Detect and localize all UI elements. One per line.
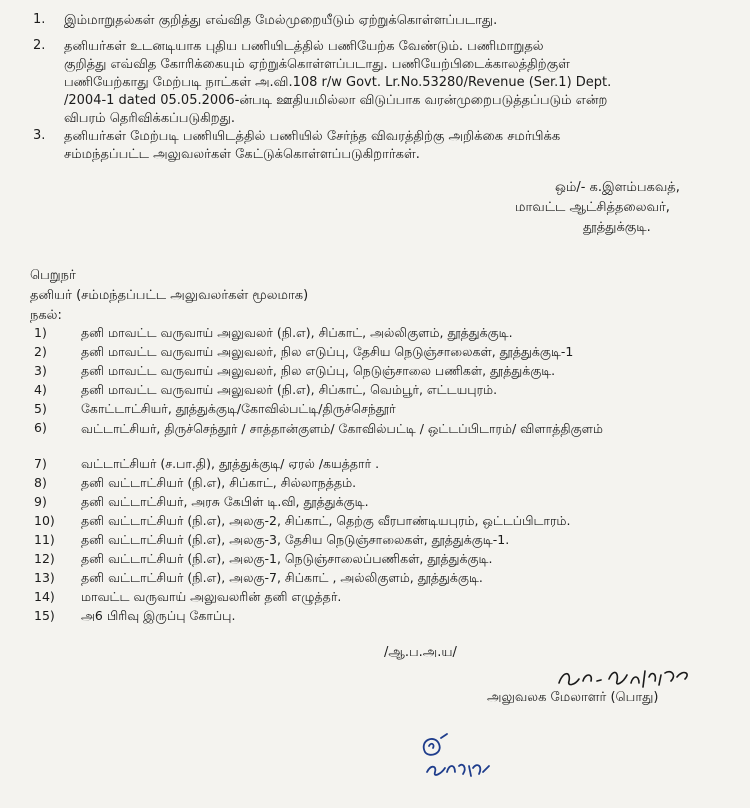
copy-item bbox=[30, 401, 730, 420]
copy-text: தனி மாவட்ட வருவாய் அலுவலர், நில எடுப்பு, தேசிய நெடுஞ்சாலைகள், தூத்துக்குடி-1 bbox=[81, 344, 574, 359]
copy-item bbox=[30, 532, 730, 551]
copy-text: அ6 பிரிவு இருப்பு கோப்பு. bbox=[81, 608, 236, 623]
copy-number: 11) bbox=[34, 532, 55, 547]
copy-item bbox=[30, 420, 730, 456]
recipient-text: தனியர் (சம்மந்தப்பட்ட அலுவலர்கள் மூலமாக) bbox=[30, 288, 309, 303]
copy-number: 1) bbox=[34, 325, 47, 340]
copy-item bbox=[30, 551, 730, 570]
copy-text: தனி மாவட்ட வருவாய் அலுவலர், நில எடுப்பு, நெடுஞ்சாலை பணிகள், தூத்துக்குடி. bbox=[81, 363, 556, 378]
copy-number: 15) bbox=[34, 608, 55, 623]
order-line: குறித்து எவ்வித கோரிக்கையும் ஏற்றுக்கொள்ளப்படாது. பணியேற்பிடைக்காலத்திற்குள் bbox=[64, 57, 570, 72]
copy-item bbox=[30, 513, 730, 532]
office-manager-designation: அலுவலக மேலாளர் (பொது) bbox=[487, 690, 659, 705]
copy-number: 4) bbox=[34, 382, 47, 397]
reference-code: /ஆ.ப.அ.ய/ bbox=[384, 645, 457, 660]
order-line: /2004-1 dated 05.05.2006-ன்படி ஊதியமில்லா விடுப்பாக வரன்முறைபடுத்தப்படும் என்ற bbox=[64, 93, 608, 108]
copy-number: 7) bbox=[34, 456, 47, 471]
copy-item bbox=[30, 589, 730, 608]
copy-list bbox=[30, 325, 730, 627]
order-line: விபரம் தெரிவிக்கப்படுகிறது. bbox=[64, 111, 235, 126]
copy-label: நகல்: bbox=[30, 308, 62, 323]
copy-number: 6) bbox=[34, 420, 47, 435]
order-number: 1. bbox=[33, 12, 46, 27]
signatory-name: ஒம்/- க.இளம்பகவத், bbox=[555, 180, 680, 195]
order-line: சம்மந்தப்பட்ட அலுவலர்கள் கேட்டுக்கொள்ளப்படுகிறார்கள். bbox=[64, 147, 420, 162]
order-number: 2. bbox=[33, 38, 46, 53]
copy-number: 3) bbox=[34, 363, 47, 378]
copy-text: வட்டாட்சியர், திருச்செந்தூர் / சாத்தான்குளம்/ கோவில்பட்டி / ஒட்டப்பிடாரம்/ விளாத்திகுளம் bbox=[81, 421, 603, 436]
copy-text: தனி வட்டாட்சியர், அரசு கேபிள் டி.வி, தூத்துக்குடி. bbox=[81, 494, 369, 509]
copy-text: தனி மாவட்ட வருவாய் அலுவலர் (நி.எ), சிப்காட், வெம்பூர், எட்டயபுரம். bbox=[81, 382, 498, 397]
recipient-block bbox=[30, 266, 308, 326]
copy-text: கோட்டாட்சியர், தூத்துக்குடி/கோவில்பட்டி/திருச்செந்தூர் bbox=[81, 401, 396, 416]
copy-item bbox=[30, 494, 730, 513]
signatory-place: தூத்துக்குடி. bbox=[583, 220, 651, 235]
order-line: இம்மாறுதல்கள் குறித்து எவ்வித மேல்முறையீடும் ஏற்றுக்கொள்ளப்படாது. bbox=[64, 13, 498, 28]
handwritten-initials-signature bbox=[553, 663, 703, 691]
copy-number: 5) bbox=[34, 401, 47, 416]
signatory-title: மாவட்ட ஆட்சித்தலைவர், bbox=[515, 200, 670, 215]
copy-item bbox=[30, 456, 730, 475]
order-text bbox=[64, 38, 714, 128]
copy-text: தனி வட்டாட்சியர் (நி.எ), அலகு-2, சிப்காட், தெற்கு வீரபாண்டியபுரம், ஒட்டப்பிடாரம். bbox=[81, 513, 571, 528]
copy-item bbox=[30, 344, 730, 363]
copy-number: 9) bbox=[34, 494, 47, 509]
copy-number: 12) bbox=[34, 551, 55, 566]
copy-item bbox=[30, 475, 730, 494]
copy-item bbox=[30, 608, 730, 627]
copy-text: தனி வட்டாட்சியர் (நி.எ), அலகு-1, நெடுஞ்சாலைப்பணிகள், தூத்துக்குடி. bbox=[81, 551, 493, 566]
copy-item bbox=[30, 325, 730, 344]
copy-text: தனி வட்டாட்சியர் (நி.எ), அலகு-3, தேசிய நெடுஞ்சாலைகள், தூத்துக்குடி-1. bbox=[81, 532, 510, 547]
copy-text: தனி வட்டாட்சியர் (நி.எ), சிப்காட், சில்லாநத்தம். bbox=[81, 475, 357, 490]
order-number: 3. bbox=[33, 128, 46, 143]
copy-text: தனி மாவட்ட வருவாய் அலுவலர் (நி.எ), சிப்காட், அல்லிகுளம், தூத்துக்குடி. bbox=[81, 325, 513, 340]
copy-item bbox=[30, 382, 730, 401]
collector-signature-block bbox=[515, 178, 725, 238]
copy-text: வட்டாட்சியர் (ச.பா.தி), தூத்துக்குடி/ ஏரல் /கயத்தார் . bbox=[81, 456, 380, 471]
blue-ink-initials bbox=[415, 732, 495, 782]
copy-item bbox=[30, 363, 730, 382]
copy-number: 8) bbox=[34, 475, 47, 490]
copy-text: மாவட்ட வருவாய் அலுவலரின் தனி எழுத்தர். bbox=[81, 589, 342, 604]
order-line: பணியேற்காது மேற்படி நாட்கள் அ.வி.108 r/w Govt. Lr.No.53280/Revenue (Ser.1) Dept. bbox=[64, 75, 612, 90]
order-line: தனியர்கள் உடனடியாக புதிய பணியிடத்தில் பணியேற்க வேண்டும். பணிமாறுதல் bbox=[64, 39, 544, 54]
copy-number: 10) bbox=[34, 513, 55, 528]
copy-item bbox=[30, 570, 730, 589]
copy-text: தனி வட்டாட்சியர் (நி.எ), அலகு-7, சிப்காட் , அல்லிகுளம், தூத்துக்குடி. bbox=[81, 570, 483, 585]
copy-number: 13) bbox=[34, 570, 55, 585]
copy-number: 2) bbox=[34, 344, 47, 359]
recipient-label: பெறுநர் bbox=[30, 268, 76, 283]
order-text bbox=[64, 12, 714, 30]
order-line: தனியர்கள் மேற்படி பணியிடத்தில் பணியில் சேர்ந்த விவரத்திற்கு அறிக்கை சமர்பிக்க bbox=[64, 129, 561, 144]
order-text bbox=[64, 128, 714, 164]
copy-number: 14) bbox=[34, 589, 55, 604]
